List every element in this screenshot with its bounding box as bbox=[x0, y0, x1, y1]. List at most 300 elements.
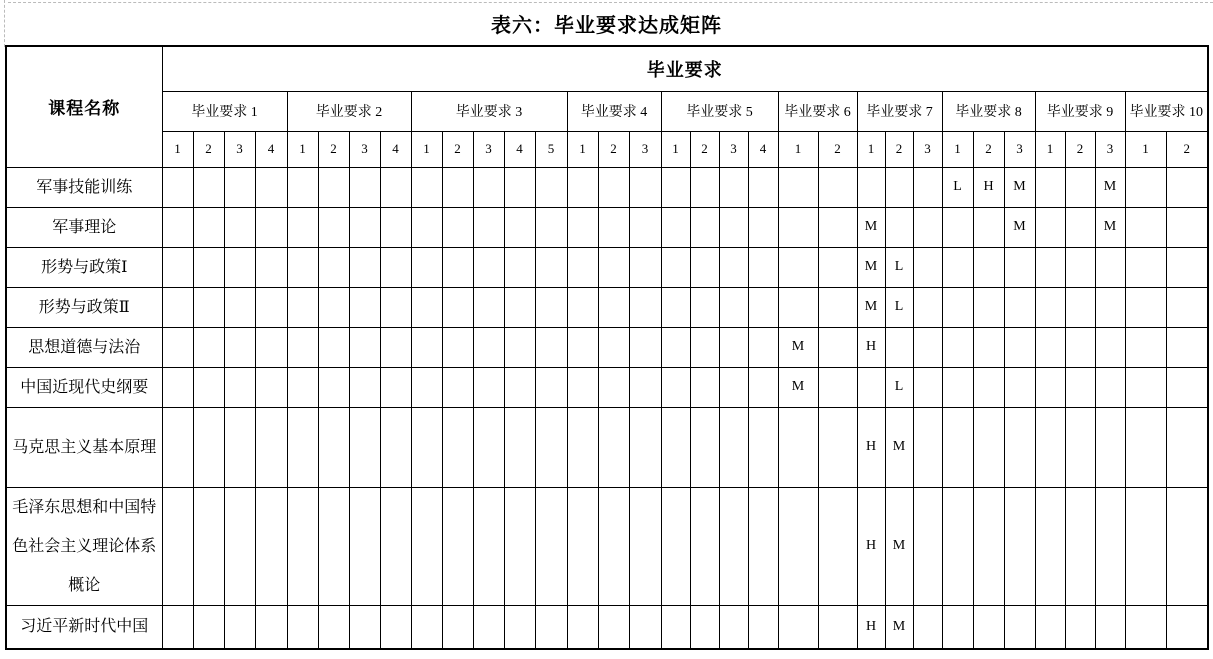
achievement-level-cell bbox=[818, 167, 857, 207]
course-name-cell: 军事技能训练 bbox=[6, 167, 162, 207]
achievement-level-cell bbox=[255, 367, 287, 407]
achievement-level-cell bbox=[287, 367, 318, 407]
achievement-level-cell bbox=[1166, 487, 1208, 605]
course-row bbox=[6, 327, 1208, 367]
course-row bbox=[6, 605, 1208, 649]
achievement-level-cell bbox=[1035, 407, 1065, 487]
indicator-number-header: 2 bbox=[442, 131, 473, 167]
achievement-level-cell bbox=[255, 327, 287, 367]
achievement-level-cell bbox=[162, 247, 193, 287]
achievement-level-cell bbox=[411, 605, 442, 649]
achievement-level-cell bbox=[567, 287, 598, 327]
achievement-level-cell bbox=[504, 167, 535, 207]
achievement-level-cell bbox=[193, 207, 224, 247]
achievement-level-cell bbox=[818, 327, 857, 367]
achievement-level-cell bbox=[162, 287, 193, 327]
achievement-level-cell bbox=[380, 407, 411, 487]
indicator-number-header: 1 bbox=[1125, 131, 1166, 167]
achievement-level-cell bbox=[567, 605, 598, 649]
course-row bbox=[6, 287, 1208, 327]
indicator-number-header: 4 bbox=[748, 131, 778, 167]
achievement-level-cell bbox=[224, 207, 255, 247]
achievement-level-cell bbox=[778, 487, 818, 605]
achievement-level-cell bbox=[162, 487, 193, 605]
achievement-level-cell bbox=[1095, 247, 1125, 287]
achievement-level-cell bbox=[567, 327, 598, 367]
achievement-level-cell bbox=[1004, 407, 1035, 487]
achievement-level-cell bbox=[913, 327, 942, 367]
achievement-level-cell bbox=[973, 487, 1004, 605]
achievement-level-cell: M bbox=[857, 207, 885, 247]
achievement-level-cell bbox=[287, 487, 318, 605]
achievement-level-cell bbox=[748, 487, 778, 605]
achievement-level-cell bbox=[778, 167, 818, 207]
indicator-number-header: 3 bbox=[1095, 131, 1125, 167]
achievement-level-cell bbox=[1166, 367, 1208, 407]
indicator-number-header: 2 bbox=[1065, 131, 1095, 167]
achievement-level-cell bbox=[598, 327, 629, 367]
achievement-level-cell: M bbox=[857, 287, 885, 327]
achievement-level-cell bbox=[504, 327, 535, 367]
achievement-level-cell bbox=[598, 287, 629, 327]
achievement-level-cell bbox=[1166, 327, 1208, 367]
achievement-level-cell bbox=[1065, 167, 1095, 207]
course-row bbox=[6, 487, 1208, 605]
achievement-level-cell: M bbox=[778, 327, 818, 367]
achievement-level-cell: M bbox=[1004, 167, 1035, 207]
achievement-level-cell: M bbox=[885, 407, 913, 487]
indicator-number-header: 1 bbox=[942, 131, 973, 167]
achievement-level-cell bbox=[162, 367, 193, 407]
achievement-level-cell bbox=[255, 207, 287, 247]
achievement-level-cell bbox=[193, 367, 224, 407]
course-name-cell: 中国近现代史纲要 bbox=[6, 367, 162, 407]
achievement-level-cell bbox=[1035, 367, 1065, 407]
achievement-level-cell bbox=[661, 287, 690, 327]
achievement-level-cell bbox=[318, 167, 349, 207]
requirement-group-header: 毕业要求 6 bbox=[778, 91, 857, 131]
achievement-level-cell bbox=[193, 247, 224, 287]
achievement-level-cell bbox=[661, 327, 690, 367]
achievement-level-cell bbox=[504, 287, 535, 327]
indicator-number-header: 1 bbox=[661, 131, 690, 167]
achievement-level-cell bbox=[719, 287, 748, 327]
requirement-group-header: 毕业要求 4 bbox=[567, 91, 661, 131]
achievement-level-cell bbox=[504, 605, 535, 649]
achievement-level-cell bbox=[224, 407, 255, 487]
achievement-level-cell bbox=[818, 367, 857, 407]
achievement-level-cell bbox=[255, 167, 287, 207]
achievement-level-cell bbox=[473, 167, 504, 207]
achievement-level-cell: H bbox=[973, 167, 1004, 207]
indicator-number-header: 2 bbox=[973, 131, 1004, 167]
achievement-level-cell bbox=[1035, 487, 1065, 605]
achievement-level-cell bbox=[885, 167, 913, 207]
achievement-level-cell bbox=[567, 407, 598, 487]
achievement-level-cell bbox=[690, 367, 719, 407]
achievement-level-cell bbox=[748, 247, 778, 287]
achievement-level-cell bbox=[1166, 407, 1208, 487]
achievement-level-cell: M bbox=[885, 605, 913, 649]
achievement-level-cell bbox=[690, 287, 719, 327]
achievement-level-cell bbox=[1095, 287, 1125, 327]
achievement-level-cell bbox=[535, 247, 567, 287]
course-name-cell: 形势与政策Ⅱ bbox=[6, 287, 162, 327]
indicator-number-header: 3 bbox=[1004, 131, 1035, 167]
achievement-level-cell bbox=[629, 247, 661, 287]
achievement-level-cell bbox=[629, 287, 661, 327]
achievement-level-cell bbox=[255, 605, 287, 649]
achievement-level-cell bbox=[349, 487, 380, 605]
achievement-level-cell bbox=[567, 207, 598, 247]
achievement-level-cell bbox=[719, 207, 748, 247]
requirement-group-header: 毕业要求 1 bbox=[162, 91, 287, 131]
achievement-level-cell bbox=[598, 207, 629, 247]
achievement-level-cell bbox=[224, 247, 255, 287]
achievement-level-cell bbox=[1166, 207, 1208, 247]
indicator-number-header: 1 bbox=[567, 131, 598, 167]
achievement-level-cell bbox=[719, 247, 748, 287]
table-caption: 表六：毕业要求达成矩阵 bbox=[491, 15, 722, 37]
achievement-level-cell bbox=[748, 605, 778, 649]
requirement-group-header: 毕业要求 3 bbox=[411, 91, 567, 131]
graduation-requirements-matrix bbox=[5, 45, 1209, 650]
achievement-level-cell bbox=[193, 605, 224, 649]
achievement-level-cell bbox=[380, 487, 411, 605]
requirement-group-header: 毕业要求 5 bbox=[661, 91, 778, 131]
achievement-level-cell bbox=[224, 287, 255, 327]
achievement-level-cell bbox=[287, 207, 318, 247]
achievement-level-cell bbox=[442, 207, 473, 247]
achievement-level-cell bbox=[193, 407, 224, 487]
achievement-level-cell bbox=[504, 367, 535, 407]
achievement-level-cell bbox=[473, 487, 504, 605]
indicator-number-header: 1 bbox=[162, 131, 193, 167]
achievement-level-cell bbox=[748, 327, 778, 367]
achievement-level-cell bbox=[818, 487, 857, 605]
achievement-level-cell bbox=[973, 327, 1004, 367]
achievement-level-cell bbox=[1095, 487, 1125, 605]
indicator-number-header: 2 bbox=[1166, 131, 1208, 167]
requirement-group-header: 毕业要求 8 bbox=[942, 91, 1035, 131]
achievement-level-cell bbox=[162, 207, 193, 247]
achievement-level-cell bbox=[349, 247, 380, 287]
achievement-level-cell bbox=[535, 407, 567, 487]
achievement-level-cell bbox=[504, 407, 535, 487]
achievement-level-cell: L bbox=[885, 367, 913, 407]
requirement-group-header: 毕业要求 9 bbox=[1035, 91, 1125, 131]
achievement-level-cell bbox=[1095, 605, 1125, 649]
achievement-level-cell bbox=[287, 287, 318, 327]
achievement-level-cell bbox=[942, 367, 973, 407]
achievement-level-cell bbox=[942, 487, 973, 605]
achievement-level-cell bbox=[719, 367, 748, 407]
achievement-level-cell bbox=[442, 367, 473, 407]
achievement-level-cell bbox=[224, 605, 255, 649]
course-row bbox=[6, 207, 1208, 247]
achievement-level-cell bbox=[1004, 247, 1035, 287]
achievement-level-cell bbox=[973, 367, 1004, 407]
achievement-level-cell bbox=[690, 247, 719, 287]
achievement-level-cell bbox=[442, 327, 473, 367]
achievement-level-cell bbox=[778, 407, 818, 487]
achievement-level-cell bbox=[473, 367, 504, 407]
achievement-level-cell bbox=[913, 487, 942, 605]
achievement-level-cell bbox=[598, 247, 629, 287]
indicator-number-header: 2 bbox=[818, 131, 857, 167]
achievement-level-cell bbox=[818, 605, 857, 649]
achievement-level-cell bbox=[473, 287, 504, 327]
achievement-level-cell bbox=[411, 207, 442, 247]
achievement-level-cell bbox=[942, 247, 973, 287]
achievement-level-cell bbox=[442, 247, 473, 287]
achievement-level-cell: M bbox=[778, 367, 818, 407]
achievement-level-cell bbox=[287, 407, 318, 487]
indicator-number-header: 3 bbox=[224, 131, 255, 167]
achievement-level-cell bbox=[913, 207, 942, 247]
achievement-level-cell bbox=[913, 407, 942, 487]
achievement-level-cell bbox=[629, 207, 661, 247]
achievement-level-cell bbox=[1065, 367, 1095, 407]
achievement-level-cell bbox=[504, 487, 535, 605]
indicator-number-header: 3 bbox=[719, 131, 748, 167]
achievement-level-cell bbox=[193, 487, 224, 605]
achievement-level-cell bbox=[380, 167, 411, 207]
achievement-level-cell bbox=[1035, 167, 1065, 207]
achievement-level-cell bbox=[913, 167, 942, 207]
requirement-group-header: 毕业要求 10 bbox=[1125, 91, 1208, 131]
achievement-level-cell bbox=[380, 247, 411, 287]
achievement-level-cell bbox=[1166, 287, 1208, 327]
achievement-level-cell bbox=[1004, 367, 1035, 407]
achievement-level-cell bbox=[535, 605, 567, 649]
achievement-level-cell: M bbox=[1095, 167, 1125, 207]
achievement-level-cell bbox=[818, 407, 857, 487]
achievement-level-cell: M bbox=[857, 247, 885, 287]
achievement-level-cell bbox=[748, 207, 778, 247]
achievement-level-cell bbox=[1004, 605, 1035, 649]
achievement-level-cell bbox=[598, 605, 629, 649]
achievement-level-cell bbox=[193, 287, 224, 327]
achievement-level-cell bbox=[442, 287, 473, 327]
achievement-level-cell bbox=[1035, 247, 1065, 287]
achievement-level-cell bbox=[629, 407, 661, 487]
achievement-level-cell bbox=[913, 247, 942, 287]
achievement-level-cell bbox=[1166, 247, 1208, 287]
achievement-level-cell bbox=[473, 605, 504, 649]
achievement-level-cell bbox=[598, 167, 629, 207]
indicator-number-header: 1 bbox=[411, 131, 442, 167]
achievement-level-cell bbox=[224, 167, 255, 207]
achievement-level-cell bbox=[442, 487, 473, 605]
indicator-number-header: 2 bbox=[690, 131, 719, 167]
course-row bbox=[6, 247, 1208, 287]
requirement-group-header: 毕业要求 2 bbox=[287, 91, 411, 131]
achievement-level-cell bbox=[318, 327, 349, 367]
achievement-level-cell bbox=[380, 207, 411, 247]
achievement-level-cell bbox=[318, 487, 349, 605]
achievement-level-cell bbox=[535, 487, 567, 605]
indicator-number-header: 2 bbox=[318, 131, 349, 167]
indicator-number-header: 1 bbox=[1035, 131, 1065, 167]
achievement-level-cell: H bbox=[857, 407, 885, 487]
achievement-level-cell bbox=[690, 327, 719, 367]
achievement-level-cell bbox=[690, 207, 719, 247]
achievement-level-cell bbox=[1004, 487, 1035, 605]
achievement-level-cell bbox=[1125, 207, 1166, 247]
achievement-level-cell bbox=[1166, 605, 1208, 649]
achievement-level-cell bbox=[1065, 327, 1095, 367]
achievement-level-cell: H bbox=[857, 487, 885, 605]
achievement-level-cell bbox=[535, 287, 567, 327]
achievement-level-cell bbox=[690, 605, 719, 649]
achievement-level-cell bbox=[255, 247, 287, 287]
achievement-level-cell bbox=[913, 367, 942, 407]
achievement-level-cell bbox=[1065, 287, 1095, 327]
achievement-level-cell bbox=[567, 247, 598, 287]
achievement-level-cell bbox=[690, 167, 719, 207]
achievement-level-cell bbox=[885, 327, 913, 367]
achievement-level-cell: M bbox=[1004, 207, 1035, 247]
achievement-level-cell bbox=[349, 287, 380, 327]
achievement-level-cell: L bbox=[885, 247, 913, 287]
achievement-level-cell bbox=[349, 207, 380, 247]
achievement-level-cell bbox=[224, 367, 255, 407]
achievement-level-cell bbox=[942, 207, 973, 247]
achievement-level-cell bbox=[1065, 207, 1095, 247]
achievement-level-cell bbox=[287, 167, 318, 207]
achievement-level-cell bbox=[287, 247, 318, 287]
achievement-level-cell bbox=[748, 407, 778, 487]
achievement-level-cell bbox=[629, 167, 661, 207]
achievement-level-cell bbox=[349, 407, 380, 487]
achievement-level-cell bbox=[1125, 327, 1166, 367]
achievement-level-cell bbox=[1166, 167, 1208, 207]
achievement-level-cell bbox=[818, 287, 857, 327]
achievement-level-cell bbox=[818, 247, 857, 287]
indicator-number-header: 3 bbox=[473, 131, 504, 167]
achievement-level-cell bbox=[255, 407, 287, 487]
achievement-level-cell bbox=[973, 207, 1004, 247]
achievement-level-cell bbox=[913, 287, 942, 327]
achievement-level-cell bbox=[1065, 605, 1095, 649]
achievement-level-cell bbox=[535, 327, 567, 367]
course-name-header: 课程名称 bbox=[6, 46, 162, 167]
indicator-number-header: 3 bbox=[349, 131, 380, 167]
achievement-level-cell bbox=[255, 287, 287, 327]
achievement-level-cell bbox=[661, 407, 690, 487]
achievement-level-cell bbox=[778, 247, 818, 287]
achievement-level-cell bbox=[942, 605, 973, 649]
achievement-level-cell bbox=[473, 247, 504, 287]
achievement-level-cell bbox=[380, 327, 411, 367]
indicator-number-header: 4 bbox=[504, 131, 535, 167]
achievement-level-cell bbox=[318, 605, 349, 649]
achievement-level-cell bbox=[942, 407, 973, 487]
achievement-level-cell bbox=[598, 487, 629, 605]
course-name-cell: 军事理论 bbox=[6, 207, 162, 247]
achievement-level-cell bbox=[629, 487, 661, 605]
achievement-level-cell bbox=[598, 407, 629, 487]
achievement-level-cell bbox=[318, 287, 349, 327]
achievement-level-cell bbox=[1065, 247, 1095, 287]
achievement-level-cell bbox=[287, 327, 318, 367]
achievement-level-cell bbox=[1065, 407, 1095, 487]
achievement-level-cell bbox=[748, 367, 778, 407]
achievement-level-cell bbox=[1035, 287, 1065, 327]
achievement-level-cell bbox=[1035, 207, 1065, 247]
achievement-level-cell bbox=[1125, 605, 1166, 649]
achievement-level-cell bbox=[1125, 487, 1166, 605]
requirement-group-header: 毕业要求 7 bbox=[857, 91, 942, 131]
achievement-level-cell bbox=[778, 207, 818, 247]
achievement-level-cell bbox=[380, 367, 411, 407]
achievement-level-cell bbox=[411, 247, 442, 287]
achievement-level-cell bbox=[1125, 247, 1166, 287]
achievement-level-cell bbox=[504, 207, 535, 247]
achievement-level-cell bbox=[913, 605, 942, 649]
achievement-level-cell bbox=[473, 207, 504, 247]
achievement-level-cell bbox=[629, 327, 661, 367]
achievement-level-cell bbox=[349, 367, 380, 407]
achievement-level-cell bbox=[818, 207, 857, 247]
achievement-level-cell bbox=[719, 605, 748, 649]
achievement-level-cell bbox=[719, 487, 748, 605]
achievement-level-cell bbox=[778, 287, 818, 327]
achievement-level-cell bbox=[661, 367, 690, 407]
achievement-level-cell bbox=[318, 367, 349, 407]
course-row bbox=[6, 167, 1208, 207]
achievement-level-cell bbox=[1095, 367, 1125, 407]
achievement-level-cell bbox=[162, 407, 193, 487]
achievement-level-cell: M bbox=[885, 487, 913, 605]
achievement-level-cell bbox=[973, 247, 1004, 287]
achievement-level-cell bbox=[224, 487, 255, 605]
achievement-level-cell bbox=[535, 367, 567, 407]
achievement-level-cell bbox=[1004, 327, 1035, 367]
achievement-level-cell bbox=[1004, 287, 1035, 327]
achievement-level-cell bbox=[857, 367, 885, 407]
achievement-level-cell bbox=[598, 367, 629, 407]
achievement-level-cell bbox=[661, 167, 690, 207]
achievement-level-cell bbox=[690, 487, 719, 605]
achievement-level-cell bbox=[193, 167, 224, 207]
achievement-level-cell bbox=[442, 167, 473, 207]
achievement-level-cell bbox=[973, 407, 1004, 487]
achievement-level-cell bbox=[318, 247, 349, 287]
achievement-level-cell bbox=[349, 167, 380, 207]
achievement-level-cell bbox=[411, 167, 442, 207]
achievement-level-cell bbox=[162, 327, 193, 367]
indicator-number-header: 2 bbox=[193, 131, 224, 167]
achievement-level-cell bbox=[719, 327, 748, 367]
course-name-cell: 形势与政策Ⅰ bbox=[6, 247, 162, 287]
indicator-number-header: 4 bbox=[380, 131, 411, 167]
achievement-level-cell bbox=[942, 327, 973, 367]
achievement-level-cell bbox=[1095, 327, 1125, 367]
indicator-number-header: 1 bbox=[287, 131, 318, 167]
course-row bbox=[6, 367, 1208, 407]
achievement-level-cell bbox=[504, 247, 535, 287]
achievement-level-cell bbox=[942, 287, 973, 327]
achievement-level-cell bbox=[318, 207, 349, 247]
achievement-level-cell bbox=[349, 605, 380, 649]
achievement-level-cell: H bbox=[857, 327, 885, 367]
achievement-level-cell bbox=[1125, 407, 1166, 487]
achievement-level-cell bbox=[1035, 327, 1065, 367]
achievement-level-cell bbox=[411, 287, 442, 327]
achievement-level-cell bbox=[162, 605, 193, 649]
